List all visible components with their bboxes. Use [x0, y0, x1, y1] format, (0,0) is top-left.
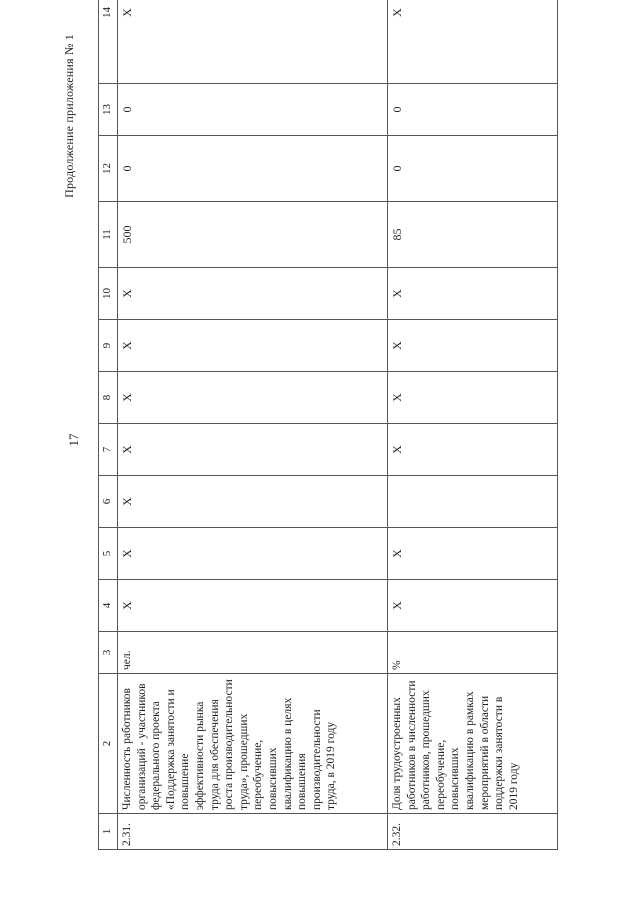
header-cell: 9 [99, 320, 118, 372]
unit-cell: % [388, 632, 558, 674]
table-row [388, 0, 558, 850]
header-cell: 6 [99, 476, 118, 528]
header-cell: 7 [99, 424, 118, 476]
appendix-table [98, 0, 558, 850]
value-cell: 500 [118, 202, 388, 268]
indicator-name: Численность работников организаций - участников федерального проекта «Поддержка занятости и повышение эффективности рынка труда для обеспечения роста производительности труда», прошедших переобучение, повысивших квалификацию в целях повышения производительности труда, в 2019 году [118, 674, 388, 814]
rotated-content [60, 7, 640, 850]
value-cell: 0 [388, 84, 558, 136]
header-cell: 1 [99, 814, 118, 850]
value-cell: Х [388, 424, 558, 476]
page-number: 17 [66, 433, 81, 447]
value-cell: 85 [388, 202, 558, 268]
value-cell: Х [118, 268, 388, 320]
value-cell: Х [118, 476, 388, 528]
value-cell: Х [388, 372, 558, 424]
indicator-name: Доля трудоустроенных работников в численности работников, прошедших переобучение, повысивших квалификацию в рамках мероприятий в области поддержки занятости в 2019 году [388, 674, 558, 814]
header-cell: 5 [99, 528, 118, 580]
value-cell: Х [118, 424, 388, 476]
value-cell: Х [118, 528, 388, 580]
value-cell: 0 [388, 136, 558, 202]
header-row [99, 0, 118, 850]
value-cell: 0 [118, 84, 388, 136]
row-number: 2.32. [388, 814, 558, 850]
header-cell: 12 [99, 136, 118, 202]
header-cell: 8 [99, 372, 118, 424]
unit-cell: чел. [118, 632, 388, 674]
header-cell: 11 [99, 202, 118, 268]
header-cell: 14 [99, 0, 118, 84]
value-cell: Х [118, 320, 388, 372]
header-cell: 2 [99, 674, 118, 814]
header-cell: 3 [99, 632, 118, 674]
header-cell: 10 [99, 268, 118, 320]
value-cell [388, 476, 558, 528]
value-cell: Х [388, 580, 558, 632]
header-cell: 13 [99, 84, 118, 136]
value-cell: Х [388, 0, 558, 84]
value-cell: 0 [118, 136, 388, 202]
header-cell: 4 [99, 580, 118, 632]
value-cell: Х [118, 580, 388, 632]
value-cell: Х [118, 372, 388, 424]
continuation-title: Продолжение приложения № 1 [62, 34, 76, 198]
value-cell: Х [118, 0, 388, 84]
value-cell: Х [388, 320, 558, 372]
table-row [118, 0, 388, 850]
row-number: 2.31. [118, 814, 388, 850]
value-cell: Х [388, 268, 558, 320]
value-cell: Х [388, 528, 558, 580]
